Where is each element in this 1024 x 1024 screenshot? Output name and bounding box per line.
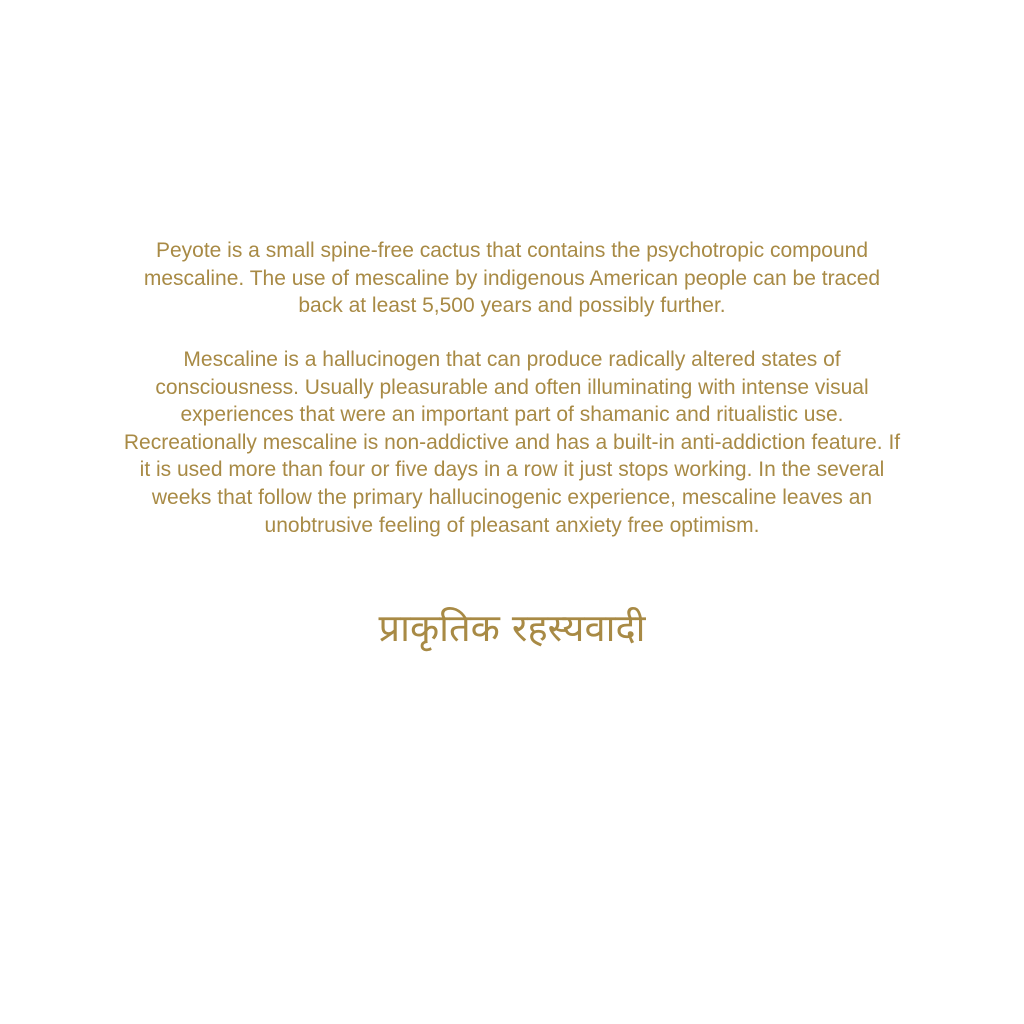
paragraph-line: Mescaline is a hallucinogen that can produce radically altered states of (183, 348, 841, 371)
paragraph-line: experiences that were an important part of shamanic and ritualistic use. (180, 403, 844, 427)
paragraph-line: weeks that follow the primary hallucinogenic experience, mescaline leaves an (151, 485, 873, 509)
paragraph-mescaline-effects (0, 346, 1024, 539)
paragraph-line: it is used more than four or five days in a row it just stops working. In the several (139, 458, 885, 482)
paragraph-line: Peyote is a small spine-free cactus that contains the psychotropic compound (155, 239, 869, 262)
paragraph-line: unobtrusive feeling of pleasant anxiety free optimism. (264, 513, 760, 537)
hindi-signature: प्राकृतिक रहस्यवादी (378, 606, 646, 650)
paragraph-peyote-intro (0, 237, 1024, 320)
paragraph-line: back at least 5,500 years and possibly further. (298, 294, 726, 318)
paragraph-line: consciousness. Usually pleasurable and often illuminating with intense visual (155, 375, 869, 399)
paragraph-line: Recreationally mescaline is non-addictive and has a built-in anti-addiction feature. If (123, 430, 901, 454)
paragraph-line: mescaline. The use of mescaline by indigenous American people can be traced (143, 266, 881, 290)
